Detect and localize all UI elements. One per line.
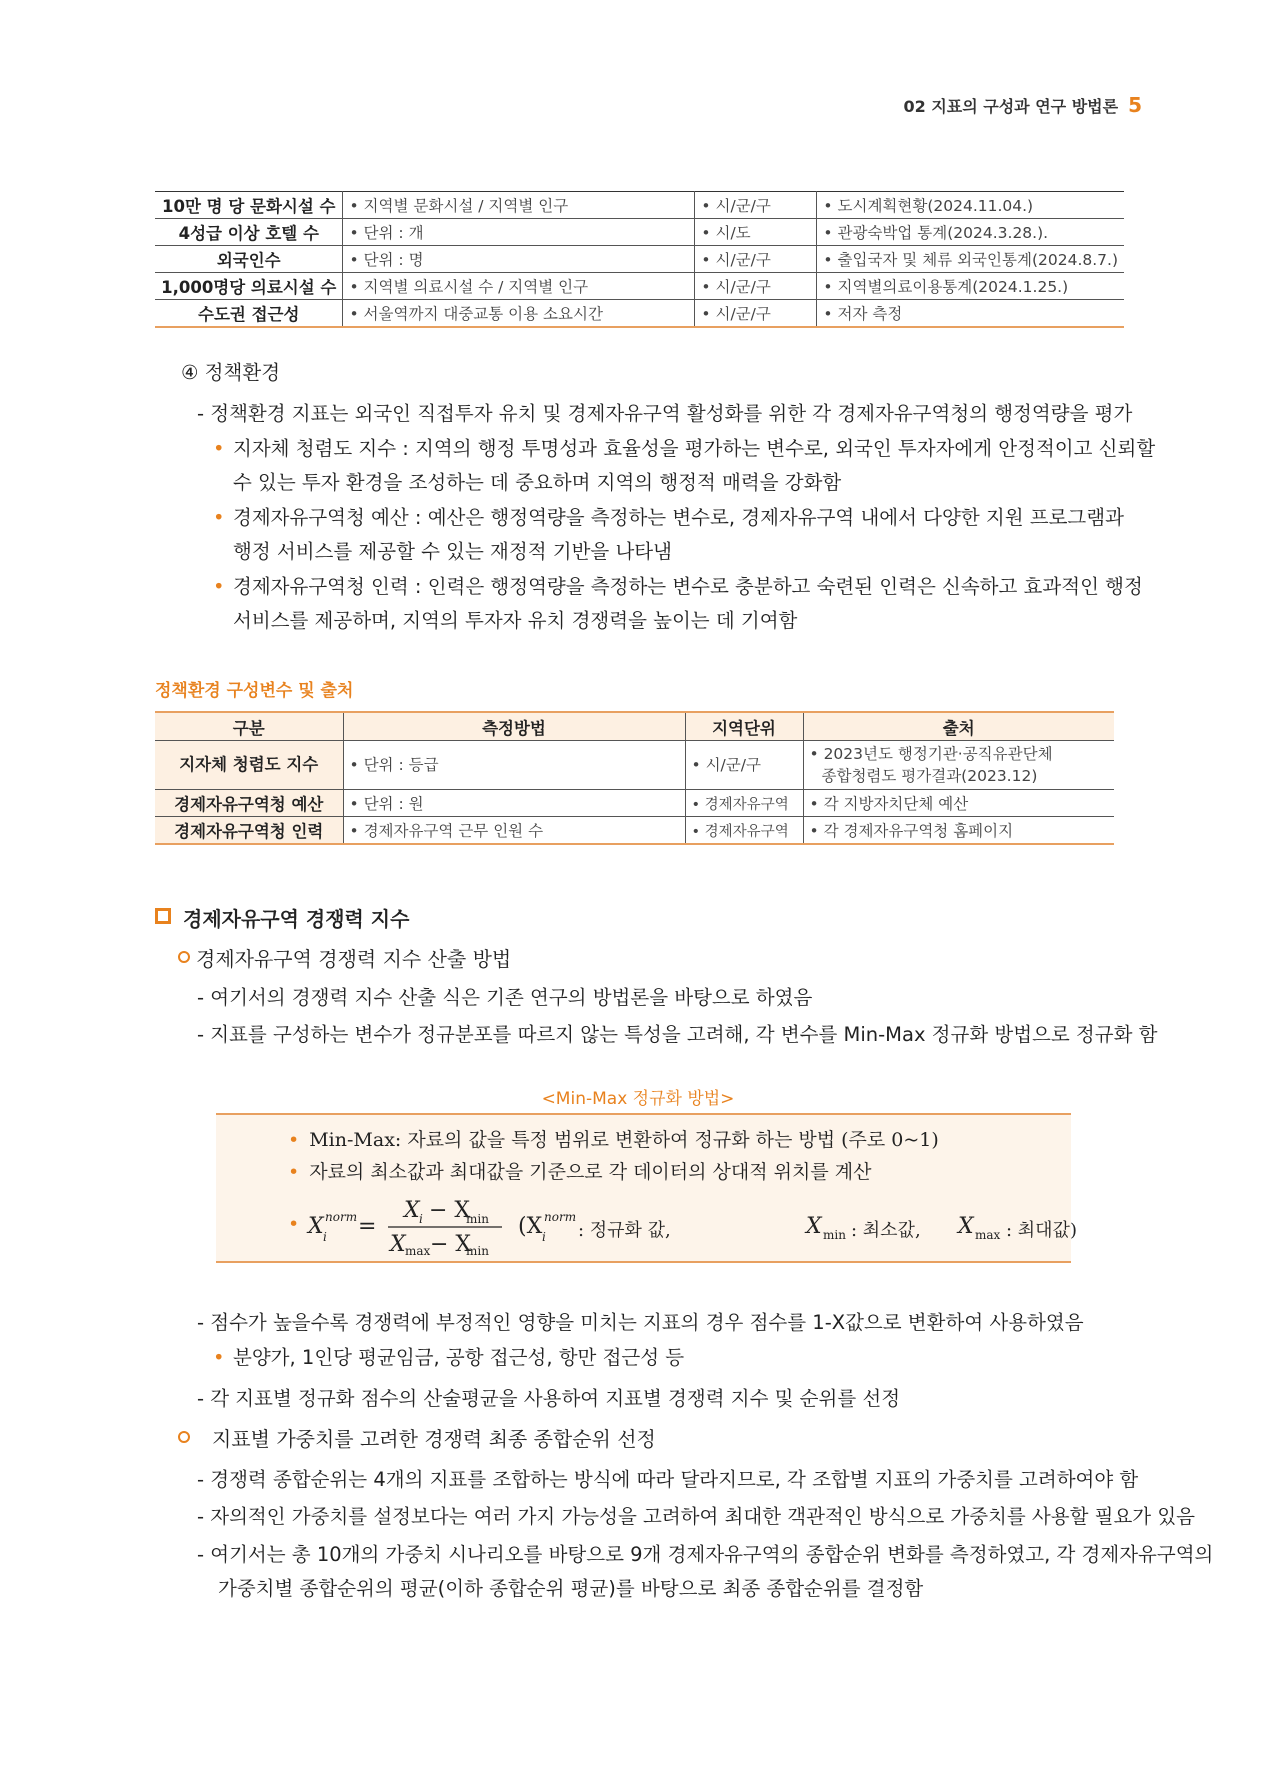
svg-text:max: max — [975, 1228, 1001, 1242]
subsection-2 — [178, 1422, 656, 1456]
method-dash-2: - 지표를 구성하는 변수가 정규분포를 따르지 않는 특성을 고려해, 각 변수를 Min-Max 정규화 방법으로 정규화 함 — [197, 1023, 1158, 1046]
table-cell: • 지역별 문화시설 / 지역별 인구 — [343, 192, 695, 219]
policy-bullet-2-cont: 행정 서비스를 제공할 수 있는 재정적 기반을 나타냄 — [233, 540, 672, 563]
policy-variables-table — [155, 711, 1114, 845]
circle-bullet-icon — [178, 951, 190, 963]
minmax-line-1: • Min-Max: 자료의 값을 특정 범위로 변환하여 정규화 하는 방법 (주로 0~1) — [288, 1129, 939, 1151]
table-cell: • 시/군/구 — [695, 192, 817, 219]
table-cell: • 경제자유구역 — [685, 817, 803, 845]
table-row — [155, 273, 1124, 300]
svg-text:X: X — [958, 1214, 974, 1239]
table-cell: • 시/군/구 — [685, 741, 803, 790]
table-cell: • 시/도 — [695, 219, 817, 246]
policy-bullet-3: • 경제자유구역청 인력 : 인력은 행정역량을 측정하는 변수로 충분하고 숙련된 인력은 신속하고 효과적인 행정 — [233, 570, 1143, 604]
svg-text:min: min — [823, 1228, 846, 1242]
svg-text:X: X — [390, 1232, 406, 1255]
svg-text:X: X — [806, 1214, 822, 1239]
ranking-dash-3: - 여기서는 총 10개의 가중치 시나리오를 바탕으로 9개 경제자유구역의 종합순위 변화를 측정하였고, 각 경제자유구역의 — [197, 1543, 1214, 1566]
svg-text:max: max — [405, 1244, 431, 1255]
table-cell: • 저자 측정 — [817, 300, 1124, 328]
table-cell: • 시/군/구 — [695, 273, 817, 300]
page-header — [904, 93, 1143, 117]
subsection-2-text: 지표별 가중치를 고려한 경쟁력 최종 종합순위 선정 — [212, 1427, 656, 1451]
ranking-dash-3-cont: 가중치별 종합순위의 평균(이하 종합순위 평균)를 바탕으로 최종 종합순위를 결정함 — [218, 1577, 924, 1600]
page-number: 5 — [1128, 93, 1142, 117]
table-cell: • 경제자유구역 근무 인원 수 — [343, 817, 685, 845]
policy-bullet-2: • 경제자유구역청 예산 : 예산은 행정역량을 측정하는 변수로, 경제자유구역 내에서 다양한 지원 프로그램과 — [233, 501, 1124, 535]
header-title: 02 지표의 구성과 연구 방법론 — [903, 97, 1119, 116]
subsection-1-text: 경제자유구역 경쟁력 지수 산출 방법 — [196, 947, 512, 971]
table-cell: • 단위 : 원 — [343, 790, 685, 817]
table-row — [155, 246, 1124, 273]
table-row — [155, 790, 1114, 817]
table-cell: • 관광숙박업 통계(2024.3.28.). — [817, 219, 1124, 246]
method-bullet: • 분양가, 1인당 평균임금, 공항 접근성, 항만 접근성 등 — [233, 1341, 684, 1375]
table-cell: 경제자유구역청 예산 — [155, 790, 343, 817]
svg-text:norm: norm — [325, 1210, 358, 1224]
column-header: 지역단위 — [685, 712, 803, 741]
table-cell: 외국인수 — [155, 246, 343, 273]
table-row — [155, 219, 1124, 246]
source-line: • 2023년도 행정기관·공직유관단체 — [809, 745, 1053, 763]
table-cell: 지자체 청렴도 지수 — [155, 741, 343, 790]
table-cell: • 시/군/구 — [695, 246, 817, 273]
table-cell: • 지역별 의료시설 수 / 지역별 인구 — [343, 273, 695, 300]
formula-note-min: : 최소값, — [851, 1220, 921, 1241]
svg-text:X: X — [308, 1214, 324, 1239]
table-cell: 4성급 이상 호텔 수 — [155, 219, 343, 246]
formula-note-max: : 최대값) — [1006, 1220, 1077, 1241]
minmax-line-1-text: Min-Max: 자료의 값을 특정 범위로 변환하여 정규화 하는 방법 (주로 0~1) — [309, 1129, 939, 1151]
policy-bullet-1-cont: 수 있는 투자 환경을 조성하는 데 중요하며 지역의 행정적 매력을 강화함 — [233, 471, 842, 494]
source-line: 종합청렴도 평가결과(2023.12) — [821, 767, 1038, 785]
square-bullet-icon — [155, 908, 171, 924]
svg-text:min: min — [466, 1244, 489, 1255]
table-cell: • 시/군/구 — [695, 300, 817, 328]
table-caption: 정책환경 구성변수 및 출처 — [155, 681, 354, 701]
section-title-text: 경제자유구역 경쟁력 지수 — [183, 907, 410, 931]
svg-text:=: = — [358, 1214, 377, 1239]
policy-dash-1: - 정책환경 지표는 외국인 직접투자 유치 및 경제자유구역 활성화를 위한 각 경제자유구역청의 행정역량을 평가 — [197, 402, 1133, 425]
table-cell: • 각 경제자유구역청 홈페이지 — [803, 817, 1114, 845]
ranking-dash-1: - 경쟁력 종합순위는 4개의 지표를 조합하는 방식에 따라 달라지므로, 각 조합별 지표의 가중치를 고려하여야 함 — [197, 1468, 1139, 1491]
minmax-line-2: • 자료의 최소값과 최대값을 기준으로 각 데이터의 상대적 위치를 계산 — [288, 1161, 872, 1183]
method-dash-3: - 점수가 높을수록 경쟁력에 부정적인 영향을 미치는 지표의 경우 점수를 1-X값으로 변환하여 사용하였음 — [197, 1311, 1084, 1334]
svg-text:norm: norm — [544, 1210, 577, 1224]
svg-text:− X: − X — [429, 1198, 471, 1223]
minmax-line-2-text: 자료의 최소값과 최대값을 기준으로 각 데이터의 상대적 위치를 계산 — [309, 1161, 872, 1183]
table-cell: 경제자유구역청 인력 — [155, 817, 343, 845]
normalization-formula — [306, 1193, 1066, 1255]
column-header: 측정방법 — [343, 712, 685, 741]
policy-heading: ④ 정책환경 — [181, 361, 281, 384]
ranking-dash-2: - 자의적인 가중치를 설정보다는 여러 가지 가능성을 고려하여 최대한 객관적인 방식으로 가중치를 사용할 필요가 있음 — [197, 1505, 1195, 1528]
policy-bullet-3-cont: 서비스를 제공하며, 지역의 투자자 유치 경쟁력을 높이는 데 기여함 — [233, 609, 798, 632]
table-cell: • 각 지방자치단체 예산 — [803, 790, 1114, 817]
policy-bullet-1: • 지자체 청렴도 지수 : 지역의 행정 투명성과 효율성을 평가하는 변수로, 외국인 투자자에게 안정적이고 신뢰할 — [233, 432, 1155, 466]
table-row — [155, 817, 1114, 845]
table-row — [155, 741, 1114, 790]
table-row — [155, 300, 1124, 328]
svg-text:X: X — [404, 1198, 420, 1223]
svg-text:i: i — [323, 1230, 327, 1244]
table-cell: • 서울역까지 대중교통 이용 소요시간 — [343, 300, 695, 328]
environment-table — [155, 191, 1124, 328]
table-cell: 1,000명당 의료시설 수 — [155, 273, 343, 300]
table-header-row — [155, 712, 1114, 741]
svg-text:min: min — [466, 1212, 489, 1226]
circle-bullet-icon — [178, 1431, 190, 1443]
table-cell: • 단위 : 등급 — [343, 741, 685, 790]
table-cell: 10만 명 당 문화시설 수 — [155, 192, 343, 219]
formula-note-normalized: : 정규화 값, — [578, 1220, 671, 1241]
subsection-1 — [178, 942, 511, 976]
column-header: 출처 — [803, 712, 1114, 741]
minmax-box: • Min-Max: 자료의 값을 특정 범위로 변환하여 정규화 하는 방법 (주로 0~1) • 자료의 최소값과 최대값을 기준으로 각 데이터의 상대적 위치를 계산 • X i norm = X i − X min X max − X min (X i norm X min X max : 정규화 값, : 최소값, : 최대값) — [216, 1113, 1071, 1263]
table-cell: 수도권 접근성 — [198, 305, 300, 324]
method-dash-1: - 여기서의 경쟁력 지수 산출 식은 기존 연구의 방법론을 바탕으로 하였음 — [197, 986, 813, 1009]
table-row — [155, 192, 1124, 219]
method-dash-4: - 각 지표별 정규화 점수의 산술평균을 사용하여 지표별 경쟁력 지수 및 순위를 선정 — [197, 1387, 901, 1410]
table-cell: • 도시계획현황(2024.11.04.) — [817, 192, 1124, 219]
svg-text:i: i — [542, 1230, 546, 1244]
svg-text:i: i — [419, 1212, 423, 1226]
table-cell — [803, 741, 1114, 790]
table-cell: • 단위 : 명 — [343, 246, 695, 273]
svg-text:− X: − X — [430, 1232, 472, 1255]
table-cell: • 단위 : 개 — [343, 219, 695, 246]
minmax-box-title: <Min-Max 정규화 방법> — [541, 1089, 735, 1109]
table-cell: • 출입국자 및 체류 외국인통계(2024.8.7.) — [817, 246, 1124, 273]
column-header: 구분 — [155, 712, 343, 741]
section-title — [155, 902, 409, 936]
svg-text:(X: (X — [518, 1214, 543, 1239]
table-cell: • 지역별의료이용통계(2024.1.25.) — [817, 273, 1124, 300]
table-cell: • 경제자유구역 — [685, 790, 803, 817]
